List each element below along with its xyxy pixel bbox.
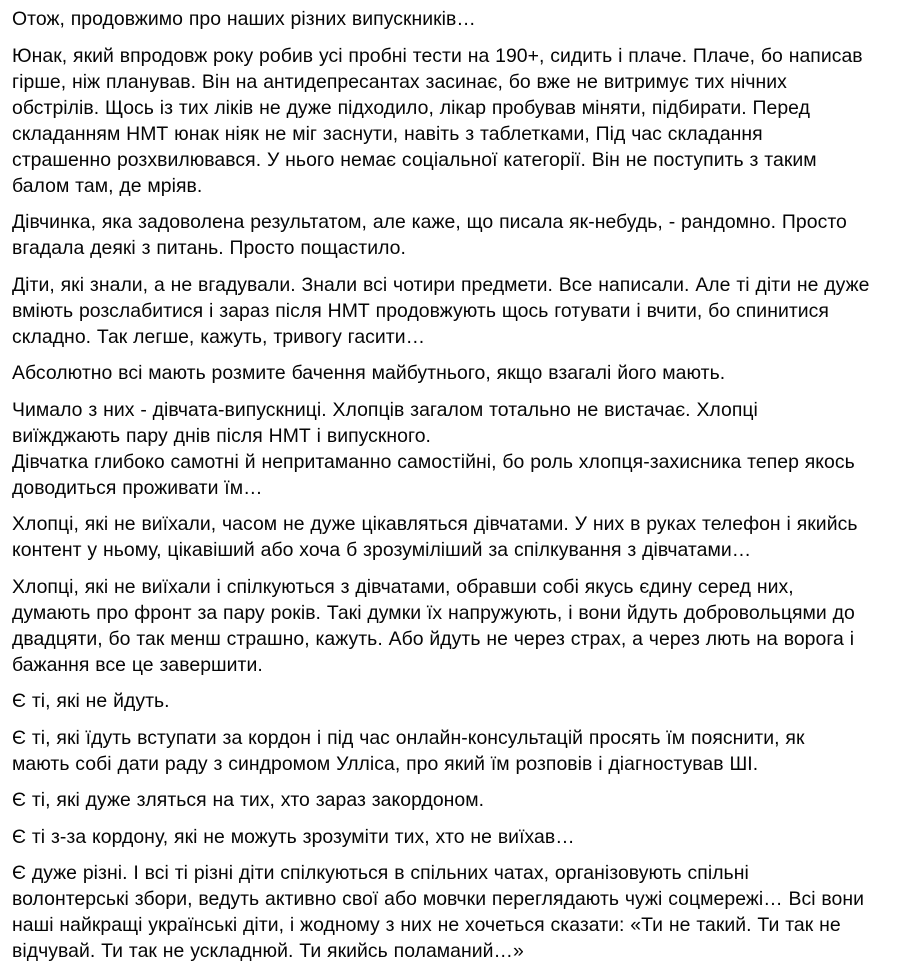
text-line: двадцяти, бо так менш страшно, кажуть. Або йдуть не через страх, а через лють на ворога і [12,627,855,650]
text-line: Юнак, який впродовж року робив усі пробні тести на 190+, сидить і плаче. Плаче, бо написав [12,44,863,67]
text-line: страшенно розхвилювався. У нього немає соціальної категорії. Він не поступить з таким [12,148,817,171]
text-line: вміють розслабитися і зараз після НМТ продовжують щось готувати і вчити, бо спинитися [12,299,829,322]
paragraph-girl [12,209,916,261]
text-line: контент у ньому, цікавіший або хоча б зрозуміліший за спілкування з дівчатами… [12,539,752,561]
paragraph-angry [12,787,916,813]
paragraph-not-going [12,688,916,714]
text-line: волонтерські збори, ведуть активно свої або мовчки переглядають чужі соцмережі… Всі вони [12,888,865,910]
paragraph-boys-phones [12,511,916,563]
text-line: складно. Так легше, кажуть, тривогу гасити… [12,325,426,348]
text-line: Діти, які знали, а не вгадували. Знали всі чотири предмети. Все написали. Але ті діти не дуже [12,273,870,296]
text-line: Є ті, які дуже зляться на тих, хто зараз закордоном. [12,789,485,811]
text-line: Є ті, які їдуть вступати за кордон і під час онлайн-консультацій просять їм пояснити, як [12,726,805,749]
paragraph-intro [12,6,916,32]
text-line: Дівчатка глибоко самотні й непритаманно самостійні, бо роль хлопця-захисника тепер якось [12,450,855,473]
text-line: доводиться проживати їм… [12,476,263,499]
text-line: балом там, де мріяв. [12,174,203,197]
text-line: Чимало з них - дівчата-випускниці. Хлопців загалом тотально не вистачає. Хлопці [12,398,758,421]
paragraph-from-abroad [12,824,916,850]
paragraph-girls-graduates [12,397,916,501]
text-line: Є ті, які не йдуть. [12,690,170,712]
text-line: вгадала деякі з питань. Просто пощастило. [12,237,406,259]
text-line: мають собі дати раду з синдромом Улліса, про який їм розповів і діагностував ШІ. [12,752,759,775]
text-line: виїжджають пару днів після НМТ і випускного. [12,424,431,447]
text-line: думають про фронт за пару років. Такі думки їх напружують, і вони йдуть добровольцями до [12,601,855,624]
text-line: наші найкращі українські діти, і жодному з них не хочеться сказати: «Ти не такий. Ти так не [12,914,841,936]
text-line: відчувай. Ти так не ускладнюй. Ти якийсь поламаний…» [12,940,524,962]
text-line: Дівчинка, яка задоволена результатом, але каже, що писала як-небудь, - рандомно. Просто [12,211,847,233]
text-line: Отож, продовжимо про наших різних випускників… [12,8,476,30]
paragraph-conclusion [12,860,916,964]
paragraph-children-knew [12,272,916,350]
text-line: бажання все це завершити. [12,653,263,676]
paragraph-future [12,360,916,386]
text-line: Хлопці, які не виїхали, часом не дуже цікавляться дівчатами. У них в руках телефон і якийсь [12,513,858,535]
paragraph-abroad-study [12,725,916,777]
text-line: складанням НМТ юнак ніяк не міг заснути, навіть з таблетками, Під час складання [12,122,763,145]
paragraph-boys-front [12,574,916,678]
text-line: обстрілів. Щось із тих ліків не дуже підходило, лікар пробував міняти, підбирати. Перед [12,96,810,119]
text-line: гірше, ніж планував. Він на антидепресантах засинає, бо вже не витримує тих нічних [12,70,787,93]
text-line: Хлопці, які не виїхали і спілкуються з дівчатами, обравши собі якусь єдину серед них, [12,575,794,598]
paragraph-young-man [12,43,916,199]
text-line: Є ті з-за кордону, які не можуть зрозуміти тих, хто не виїхав… [12,825,575,848]
text-line: Абсолютно всі мають розмите бачення майбутнього, якщо взагалі його мають. [12,362,726,384]
text-line: Є дуже різні. І всі ті різні діти спілкуються в спільних чатах, організовують спільні [12,862,749,884]
